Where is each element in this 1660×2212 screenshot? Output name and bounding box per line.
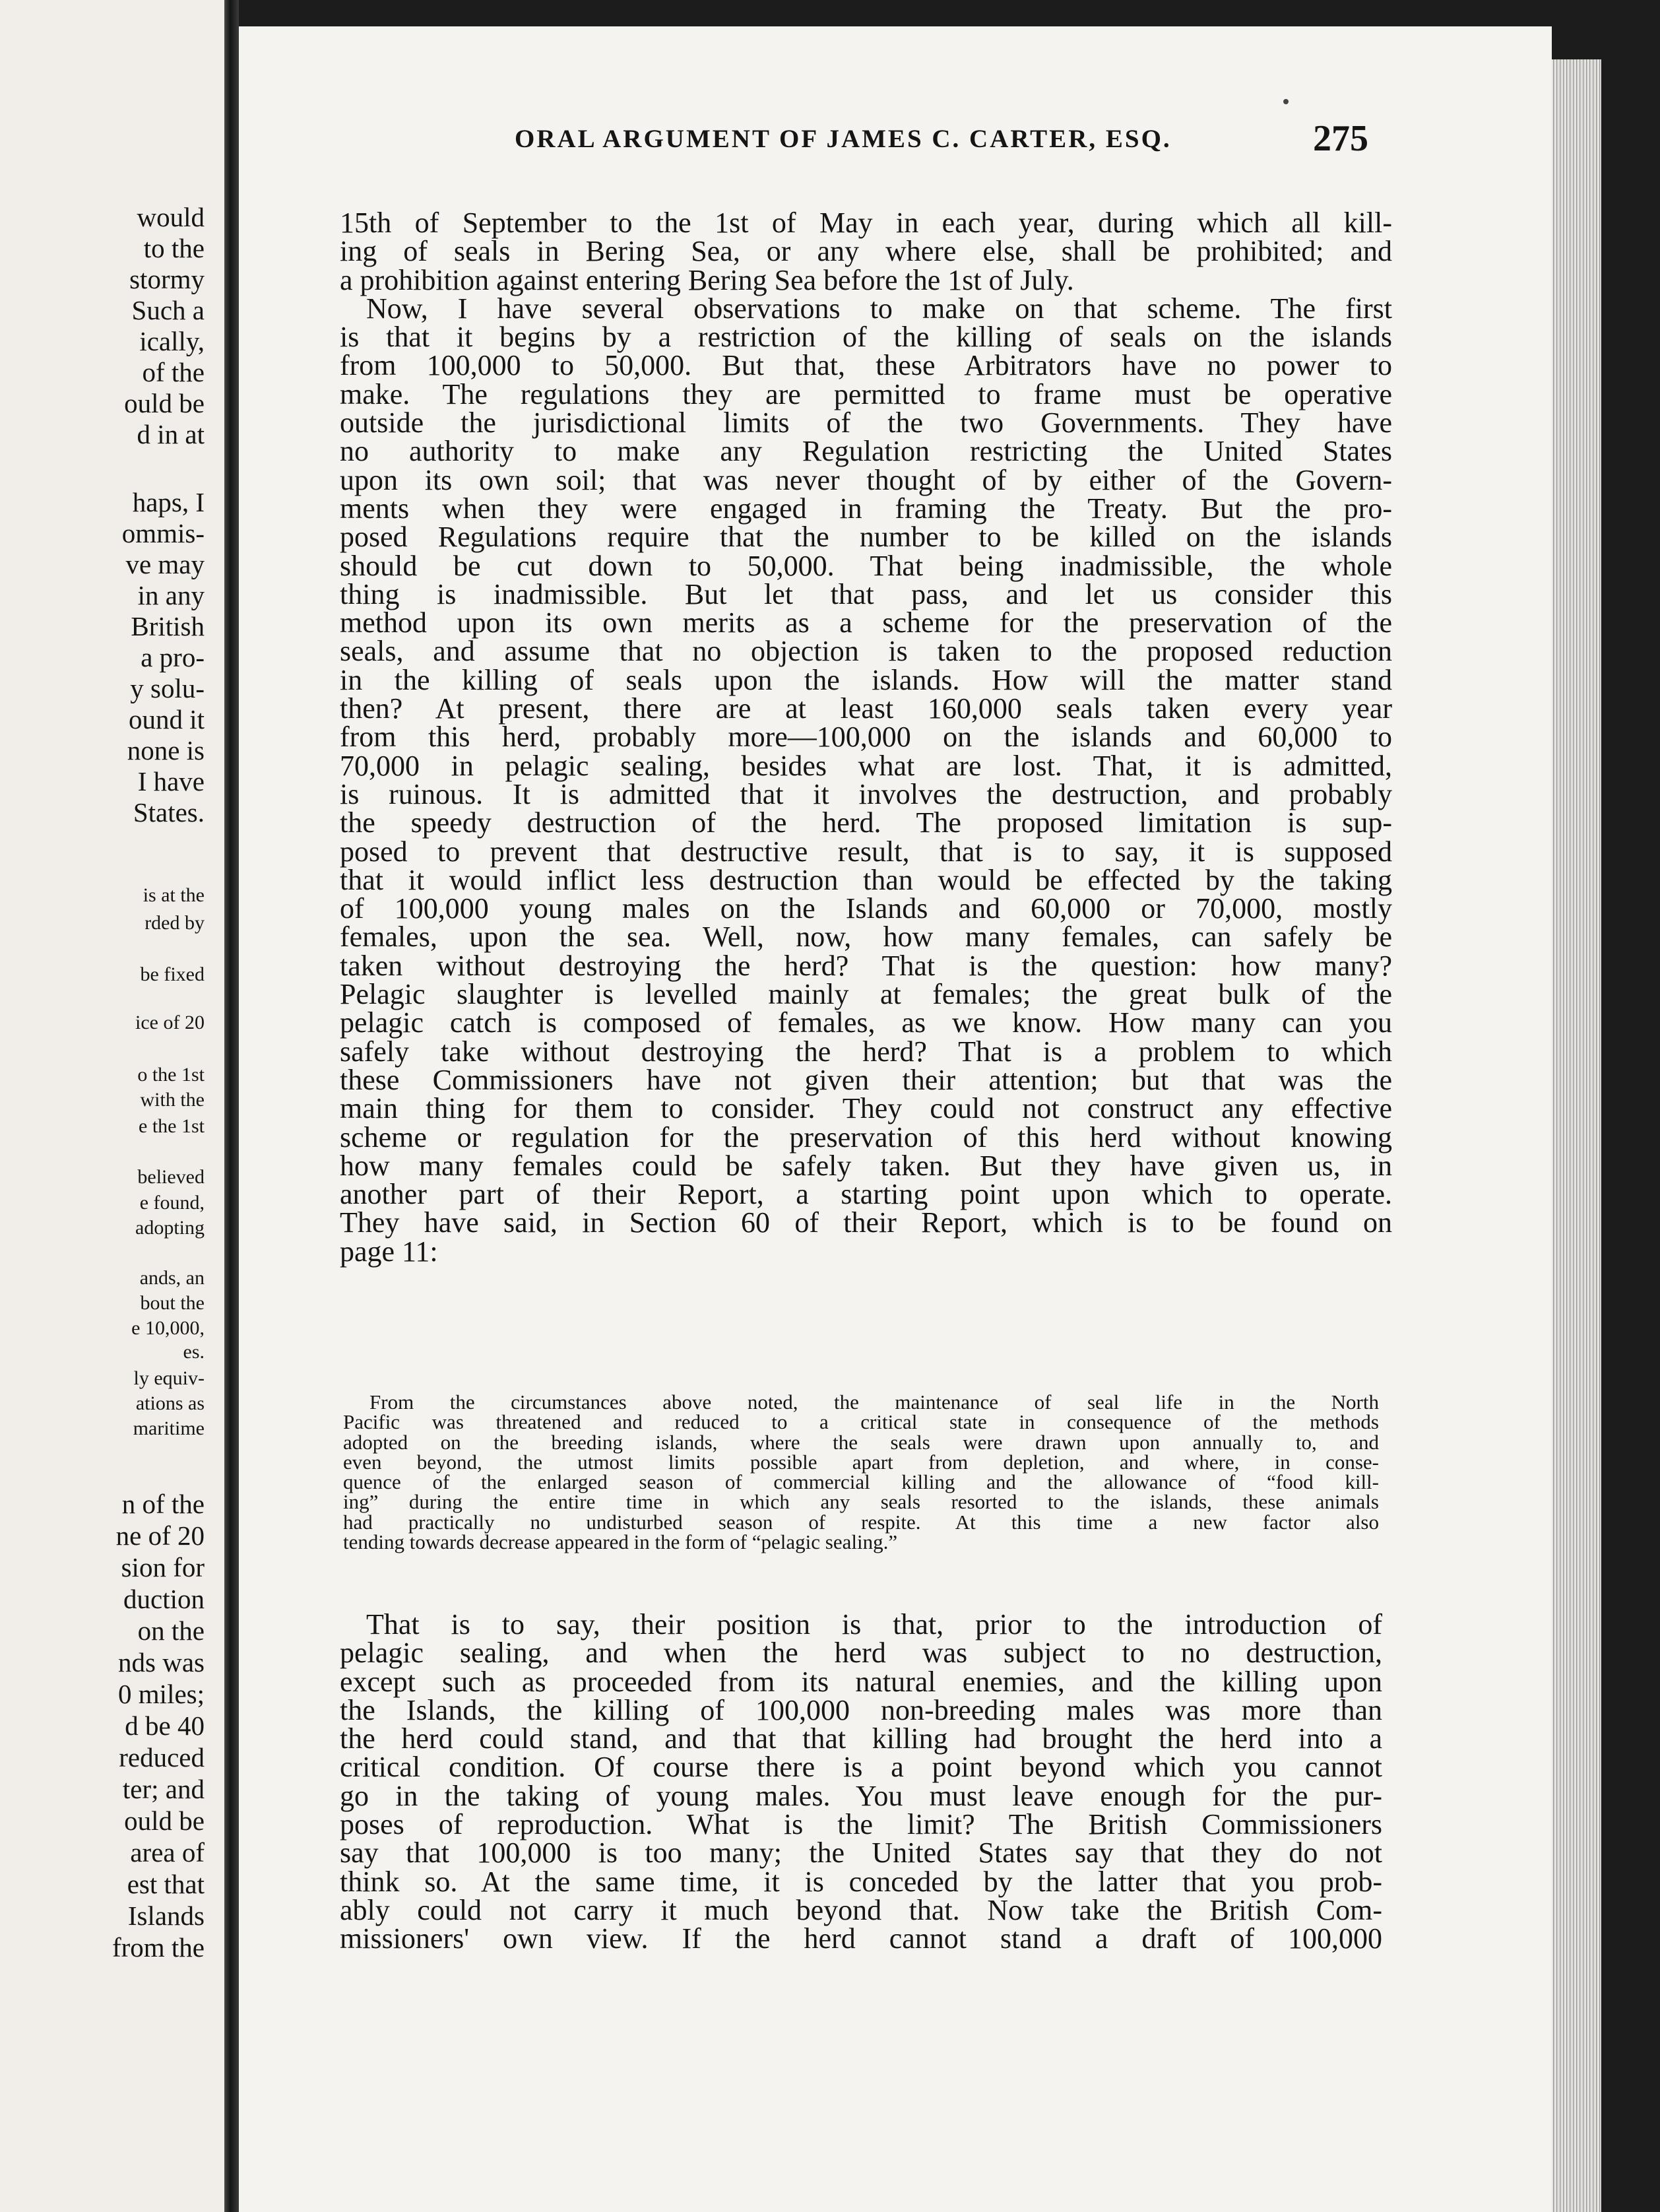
quote-line: Pacific was threatened and reduced to a critical state in consequence of the methods	[343, 1410, 1379, 1434]
text-line: go in the taking of young males. You must leave enough for the pur-	[340, 1779, 1382, 1812]
previous-page-line: stormy	[129, 264, 205, 294]
text-line: seals, and assume that no objection is taken to the proposed reduction	[340, 635, 1392, 668]
text-line: They have said, in Section 60 of their Report, which is to be found on	[340, 1206, 1392, 1239]
previous-page-line: nds was	[118, 1647, 205, 1677]
previous-page-line: sion for	[121, 1552, 205, 1582]
quote-line: even beyond, the utmost limits possible apart from depletion, and where, in conse-	[343, 1450, 1379, 1474]
previous-page-line: ound it	[128, 704, 205, 734]
previous-page-line: a pro-	[141, 642, 205, 672]
text-line: ments when they were engaged in framing the Treaty. But the pro-	[340, 492, 1392, 525]
text-line: is ruinous. It is admitted that it involves the destruction, and probably	[340, 777, 1392, 810]
previous-page-note-line: be fixed	[140, 963, 205, 985]
text-line: 70,000 in pelagic sealing, besides what are lost. That, it is admitted,	[340, 749, 1392, 782]
previous-page-line: n of the	[121, 1489, 205, 1519]
previous-page-line: ould be	[124, 1805, 205, 1836]
text-line: say that 100,000 is too many; the United States say that they do not	[340, 1837, 1382, 1870]
quote-line: From the circumstances above noted, the maintenance of seal life in the North	[369, 1390, 1379, 1414]
previous-page-line: of the	[142, 357, 205, 387]
text-line: taken without destroying the herd? That is the question: how many?	[340, 949, 1392, 982]
previous-page-strip	[0, 0, 224, 2212]
running-head: ORAL ARGUMENT OF JAMES C. CARTER, ESQ.	[515, 125, 1172, 153]
text-line: outside the jurisdictional limits of the two Governments. They have	[340, 407, 1392, 439]
page-number: 275	[1313, 118, 1368, 159]
text-line: thing is inadmissible. But let that pass, and let us consider this	[340, 577, 1392, 610]
previous-page-line: Islands	[127, 1901, 205, 1931]
previous-page-line: 0 miles;	[118, 1679, 205, 1709]
text-line: of 100,000 young males on the Islands and 60,000 or 70,000, mostly	[340, 892, 1392, 925]
page-edges	[1552, 59, 1601, 2212]
text-line: page 11:	[340, 1235, 438, 1268]
previous-page-note-line: e the 1st	[139, 1115, 205, 1137]
text-line: make. The regulations they are permitted to frame must be operative	[340, 377, 1392, 410]
previous-page-line: ically,	[139, 326, 205, 356]
previous-page-line: States.	[133, 797, 205, 828]
text-line: safely take without destroying the herd? That is a problem to which	[340, 1035, 1392, 1068]
text-line: these Commissioners have not given their attention; but that was the	[340, 1063, 1392, 1096]
block-quote	[343, 1392, 1379, 1552]
text-line: think so. At the same time, it is conceded by the latter that you prob-	[340, 1865, 1382, 1898]
previous-page-line: duction	[123, 1584, 205, 1614]
text-line: upon its own soil; that was never thought of by either of the Govern-	[340, 463, 1392, 496]
previous-page-line: would	[137, 202, 205, 232]
previous-page-line: ter; and	[122, 1774, 205, 1804]
text-line: a prohibition against entering Bering Sea before the 1st of July.	[340, 263, 1074, 296]
text-line: no authority to make any Regulation restricting the United States	[340, 435, 1392, 468]
previous-page-line: y solu-	[130, 673, 205, 703]
previous-page-line: from the	[112, 1932, 205, 1963]
previous-page-note-line: bout the	[140, 1292, 205, 1314]
previous-page-note-line: is at the	[143, 884, 205, 906]
previous-page-note-line: rded by	[144, 912, 205, 934]
previous-page-line: haps, I	[132, 487, 205, 517]
previous-page-line: est that	[127, 1869, 205, 1899]
body-text	[340, 209, 1392, 1266]
previous-page-note-line: believed	[137, 1166, 205, 1188]
previous-page-line: ne of 20	[115, 1520, 205, 1551]
quote-line: ing” during the entire time in which any seals resorted to the islands, these animals	[343, 1490, 1379, 1514]
text-line: pelagic sealing, and when the herd was subject to no destruction,	[340, 1637, 1382, 1670]
text-line: pelagic catch is composed of females, as we know. How many can you	[340, 1006, 1392, 1039]
text-line: scheme or regulation for the preservation of this herd without knowing	[340, 1121, 1392, 1154]
quote-line: tending towards decrease appeared in the form of “pelagic sealing.”	[343, 1530, 898, 1554]
previous-page-note-line: with the	[140, 1089, 205, 1111]
text-line: females, upon the sea. Well, now, how many females, can safely be	[340, 921, 1392, 954]
text-line: from 100,000 to 50,000. But that, these Arbitrators have no power to	[340, 349, 1392, 382]
text-line: should be cut down to 50,000. That being inadmissible, the whole	[340, 549, 1392, 582]
previous-page-note-line: e found,	[139, 1192, 205, 1214]
quote-line: had practically no undisturbed season of respite. At this time a new factor also	[343, 1510, 1379, 1534]
previous-page-line: ould be	[124, 388, 205, 418]
paragraph-3	[340, 1610, 1382, 1953]
previous-page-line: d in at	[137, 419, 205, 449]
previous-page-line: d be 40	[125, 1710, 205, 1741]
text-line: how many females could be safely taken. But they have given us, in	[340, 1149, 1392, 1182]
previous-page-line: ommis-	[121, 518, 205, 548]
previous-page-note-line: adopting	[135, 1217, 205, 1239]
text-line: the herd could stand, and that that killing had brought the herd into a	[340, 1722, 1382, 1755]
quote-line: adopted on the breeding islands, where the seals were drawn upon annually to, and	[343, 1430, 1379, 1454]
quote-line: quence of the enlarged season of commercial killing and the allowance of “food kill-	[343, 1470, 1379, 1494]
previous-page-line: none is	[127, 735, 205, 765]
previous-page-line: I have	[137, 766, 205, 797]
text-line: posed to prevent that destructive result, that is to say, it is supposed	[340, 835, 1392, 868]
text-line: then? At present, there are at least 160,000 seals taken every year	[340, 692, 1392, 725]
text-line: except such as proceeded from its natural enemies, and the killing upon	[340, 1665, 1382, 1698]
previous-page-line: in any	[137, 580, 205, 610]
previous-page-line: to the	[143, 233, 205, 263]
previous-page-line: ve may	[125, 549, 205, 579]
previous-page-line: area of	[130, 1837, 205, 1868]
body-text-continued	[340, 1610, 1382, 1953]
book-gutter	[224, 0, 239, 2212]
previous-page-note-line: e 10,000,	[131, 1317, 205, 1339]
previous-page-note-line: maritime	[133, 1417, 205, 1439]
text-line: ably could not carry it much beyond that. Now take the British Com-	[340, 1893, 1382, 1926]
text-line: another part of their Report, a starting point upon which to operate.	[340, 1178, 1392, 1211]
previous-page-note-line: ice of 20	[135, 1012, 205, 1033]
text-line: That is to say, their position is that, prior to the introduction of	[366, 1608, 1382, 1641]
previous-page-line: reduced	[119, 1742, 205, 1773]
previous-page-line: British	[131, 611, 205, 641]
text-line: that it would inflict less destruction than would be effected by the taking	[340, 863, 1392, 896]
text-line: in the killing of seals upon the islands. How will the matter stand	[340, 663, 1392, 696]
text-line: poses of reproduction. What is the limit? The British Commissioners	[340, 1808, 1382, 1841]
text-line: missioners' own view. If the herd cannot stand a draft of 100,000	[340, 1922, 1382, 1955]
text-line: the speedy destruction of the herd. The proposed limitation is sup-	[340, 806, 1392, 839]
previous-page-note-line: es.	[183, 1341, 205, 1363]
previous-page-note-line: o the 1st	[137, 1064, 205, 1086]
text-line: from this herd, probably more—100,000 on the islands and 60,000 to	[340, 721, 1392, 754]
text-line: Now, I have several observations to make on that scheme. The first	[366, 292, 1392, 325]
text-line: method upon its own merits as a scheme for the preservation of the	[340, 606, 1392, 639]
text-line: is that it begins by a restriction of the killing of seals on the islands	[340, 321, 1392, 354]
text-line: ing of seals in Bering Sea, or any where else, shall be prohibited; and	[340, 235, 1392, 268]
text-line: the Islands, the killing of 100,000 non-breeding males was more than	[340, 1693, 1382, 1726]
previous-page-line: on the	[137, 1615, 205, 1646]
ink-spot	[1283, 99, 1289, 104]
paragraph-2	[340, 294, 1392, 1266]
previous-page-note-line: ations as	[135, 1392, 205, 1414]
previous-page-note-line: ands, an	[139, 1267, 205, 1289]
previous-page-line: Such a	[131, 295, 205, 325]
text-line: main thing for them to consider. They could not construct any effective	[340, 1092, 1392, 1125]
text-line: 15th of September to the 1st of May in each year, during which all kill-	[340, 207, 1392, 239]
text-line: posed Regulations require that the number to be killed on the islands	[340, 521, 1392, 554]
text-line: critical condition. Of course there is a point beyond which you cannot	[340, 1751, 1382, 1784]
paragraph-1	[340, 209, 1392, 294]
text-line: Pelagic slaughter is levelled mainly at females; the great bulk of the	[340, 978, 1392, 1011]
previous-page-note-line: ly equiv-	[133, 1367, 205, 1389]
